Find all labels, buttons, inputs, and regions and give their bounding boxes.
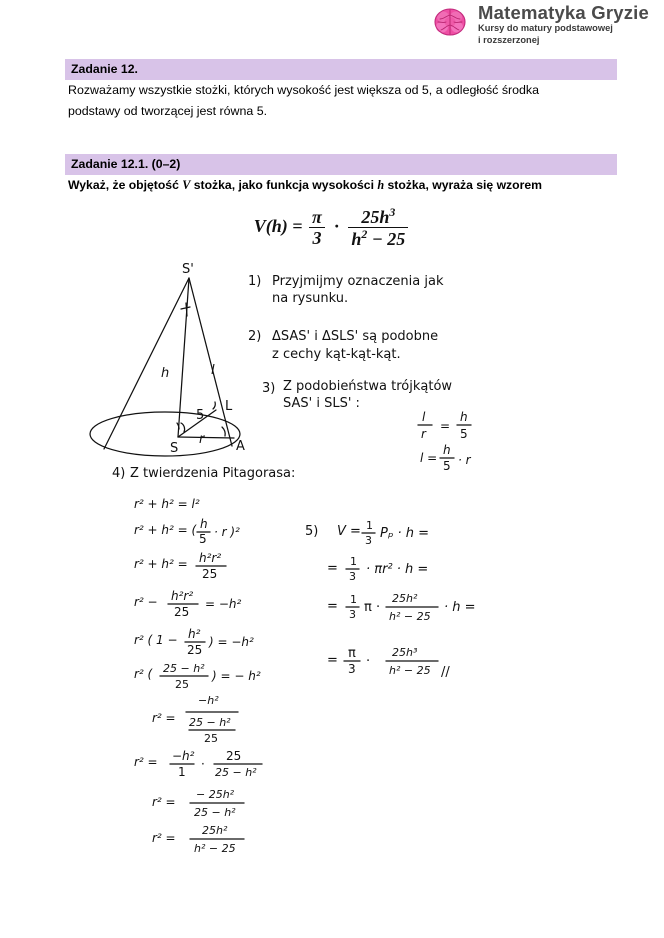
- diagram-label-height: h: [161, 366, 170, 381]
- formula-three: 3: [309, 227, 325, 248]
- step-4-eq-j-pre: r² =: [152, 831, 176, 845]
- step-4-eq-i-pre: r² =: [152, 795, 176, 809]
- step-4-eq-b-numerator: h: [200, 517, 208, 531]
- task-12-body: [68, 80, 624, 122]
- step-4-eq-d-denominator: 25: [174, 605, 190, 619]
- step-4-eq-b-denominator: 5: [199, 532, 207, 546]
- step-4-eq-c-pre: r² + h² =: [134, 557, 188, 571]
- step-5-line2-post: · πr² · h =: [366, 562, 429, 577]
- step-3-eq3-numerator: h: [443, 443, 451, 457]
- step-2-line-2: z cechy kąt-kąt-kąt.: [272, 347, 401, 362]
- diagram-label-radius: r: [199, 432, 205, 447]
- prompt-part-1: Wykaż, że objętość: [68, 178, 183, 192]
- solution-step-3: [262, 379, 472, 473]
- diagram-label-l-point: L: [225, 399, 233, 414]
- step-3-eq3-denominator: 5: [443, 459, 451, 473]
- step-5-line2-equals: =: [327, 561, 338, 576]
- step-5-line3-numerator: 1: [350, 593, 357, 606]
- diagram-label-a: A: [236, 439, 245, 454]
- step-1-number: 1): [248, 274, 262, 289]
- step-4-eq-e-post: ) = −h²: [209, 635, 254, 649]
- step-4-eq-d-post: = −h²: [205, 597, 242, 611]
- cone-base-ellipse: [90, 412, 240, 456]
- step-3-number: 3): [262, 381, 276, 396]
- step-5-line4-frac-numerator: 25h³: [392, 646, 418, 659]
- prompt-variable-v: V: [182, 178, 191, 192]
- step-4-eq-b-post: · r )²: [214, 525, 240, 539]
- step-4-eq-f-denominator: 25: [175, 678, 189, 691]
- formula-pi: π: [312, 207, 322, 227]
- step-5-line4-equals: =: [327, 653, 338, 668]
- step-4-eq-c-numerator: h²r²: [199, 551, 222, 565]
- step-4-eq-h-numerator-2: 25: [226, 749, 242, 763]
- step-4-eq-h-dot: ·: [201, 757, 205, 771]
- task-12-body-line1: Rozważamy wszystkie stożki, których wysokość jest większa od 5, a odległość środka: [68, 83, 540, 97]
- step-5-qed-marker: //: [441, 665, 450, 680]
- step-4-eq-a: r² + h² = l²: [134, 497, 200, 511]
- step-4-eq-g-inner-denominator: 25: [204, 732, 218, 745]
- step-4-eq-h-pre: r² =: [134, 755, 158, 769]
- task-12-1-prompt: [68, 175, 624, 196]
- formula-lhs: V(h) =: [253, 215, 303, 236]
- step-5-line3-denominator: 3: [349, 608, 356, 621]
- prompt-variable-h: h: [377, 178, 385, 192]
- angle-arc-at-a: [222, 427, 225, 436]
- diagram-label-center: S: [170, 441, 179, 456]
- diagram-label-slant: l: [211, 363, 215, 378]
- brand-title: Matematyka Gryzie: [478, 2, 650, 23]
- step-1-line-1: Przyjmijmy oznaczenia jak: [272, 274, 444, 289]
- step-5-line4-numerator: π: [348, 646, 356, 661]
- task-12-heading-label: Zadanie 12.: [71, 62, 138, 76]
- step-2-line-1: ΔSAS' i ΔSLS' są podobne: [272, 329, 439, 344]
- step-2-number: 2): [248, 329, 262, 344]
- step-3-equals: =: [440, 419, 451, 433]
- cone-left-side: [104, 278, 189, 449]
- cone-distance-segment: [178, 410, 216, 437]
- step-5-line4-frac-denominator: h² − 25: [389, 664, 431, 677]
- step-4-eq-h-denominator-1: 1: [178, 765, 186, 779]
- brand-subtitle-line1: Kursy do matury podstawowej: [478, 23, 613, 33]
- step-4-eq-d-pre: r² −: [134, 595, 158, 609]
- volume-formula: [0, 206, 664, 249]
- step-4-eq-i-numerator: − 25h²: [196, 788, 235, 801]
- formula-numerator: $25h^3$: [361, 205, 396, 227]
- step-4-eq-g-inner-numerator: 25 − h²: [189, 716, 231, 729]
- step-4-number: 4): [112, 466, 126, 481]
- step-3-eq2-denominator: 5: [460, 427, 468, 441]
- site-brand: [430, 2, 660, 50]
- cone-axis-height: [178, 278, 189, 437]
- step-5-line3-pi: π ·: [364, 600, 381, 615]
- step-4-eq-d-numerator: h²r²: [171, 589, 194, 603]
- step-4-eq-g-numerator: −h²: [198, 694, 219, 707]
- prompt-part-2: stożka, jako funkcja wysokości: [190, 178, 378, 192]
- step-4-eq-e-denominator: 25: [187, 643, 203, 657]
- step-5-line3-equals: =: [327, 599, 338, 614]
- step-4-eq-h-numerator-1: −h²: [172, 749, 195, 763]
- step-5-line1-post: Pₚ · h =: [380, 526, 430, 541]
- formula-denominator: $h^2 - 25$: [348, 227, 408, 249]
- step-5-line3-post: · h =: [444, 600, 476, 615]
- step-5-line1-lhs: V =: [337, 524, 361, 539]
- step-4-title: Z twierdzenia Pitagorasa:: [130, 466, 296, 481]
- step-5-line4-denominator: 3: [348, 662, 356, 676]
- solution-step-1: [248, 274, 444, 306]
- angle-arc-at-s-2: [177, 423, 179, 429]
- step-4-eq-f-numerator: 25 − h²: [163, 662, 205, 675]
- step-5-line1-numerator: 1: [366, 519, 373, 532]
- step-4-eq-i-denominator: 25 − h²: [194, 806, 236, 819]
- angle-arc-at-l: [213, 402, 215, 409]
- task-12-1-heading-label: Zadanie 12.1. (0–2): [71, 157, 181, 171]
- diagram-label-apex: S': [182, 262, 194, 277]
- formula-multiply-dot: ·: [334, 215, 339, 236]
- step-4-eq-e-numerator: h²: [188, 627, 201, 641]
- step-3-line-1: Z podobieństwa trójkątów: [283, 379, 453, 394]
- cone-radius-segment: [178, 437, 234, 438]
- task-12-1-heading-banner: [65, 154, 617, 175]
- brand-subtitle-line2: i rozszerzonej: [478, 34, 540, 45]
- solution-step-2: [248, 329, 438, 362]
- cone-right-side: [189, 278, 232, 446]
- step-5-number: 5): [305, 524, 319, 539]
- step-3-eq3-tail: · r: [458, 453, 471, 467]
- step-4-eq-g-pre: r² =: [152, 711, 176, 725]
- solution-step-4: [112, 466, 295, 855]
- step-4-eq-f-pre: r² (: [134, 667, 153, 681]
- step-5-line4-dot: ·: [366, 654, 371, 669]
- solution-step-5: [305, 519, 476, 680]
- step-1-line-2: na rysunku.: [272, 291, 349, 306]
- cone-diagram: [90, 262, 245, 456]
- step-3-eq3-lhs: l =: [420, 451, 438, 465]
- right-angle-tick-apex: [181, 303, 190, 316]
- step-4-eq-f-post: ) = − h²: [212, 669, 261, 683]
- step-5-line1-denominator: 3: [365, 534, 372, 547]
- angle-arc-at-s: [181, 423, 185, 432]
- brain-icon: [430, 3, 470, 43]
- prompt-part-3: stożka, wyraża się wzorem: [384, 178, 542, 192]
- task-12-body-line2: podstawy od tworzącej jest równa 5.: [68, 104, 268, 118]
- step-4-eq-c-denominator: 25: [202, 567, 218, 581]
- diagram-label-distance: 5: [196, 408, 205, 423]
- formula-fraction-pi-over-3: [309, 207, 325, 248]
- step-4-eq-h-denominator-2: 25 − h²: [215, 766, 257, 779]
- step-5-line2-denominator: 3: [349, 570, 356, 583]
- step-4-eq-e-pre: r² ( 1 −: [134, 633, 178, 647]
- step-3-eq2-numerator: h: [460, 410, 468, 424]
- step-4-eq-b-pre: r² + h² = (: [134, 523, 197, 537]
- formula-fraction-main: [348, 206, 408, 249]
- step-3-line-2: SAS' i SLS' :: [283, 396, 360, 411]
- step-3-eq1-numerator: l: [422, 410, 426, 424]
- step-4-eq-j-numerator: 25h²: [202, 824, 228, 837]
- step-3-eq1-denominator: r: [421, 427, 426, 441]
- step-4-eq-j-denominator: h² − 25: [194, 842, 236, 855]
- step-5-line3-frac-numerator: 25h²: [392, 592, 418, 605]
- brand-text-block: [478, 2, 649, 46]
- step-5-line2-numerator: 1: [350, 555, 357, 568]
- step-5-line3-frac-denominator: h² − 25: [389, 610, 431, 623]
- task-12-heading-banner: [65, 59, 617, 80]
